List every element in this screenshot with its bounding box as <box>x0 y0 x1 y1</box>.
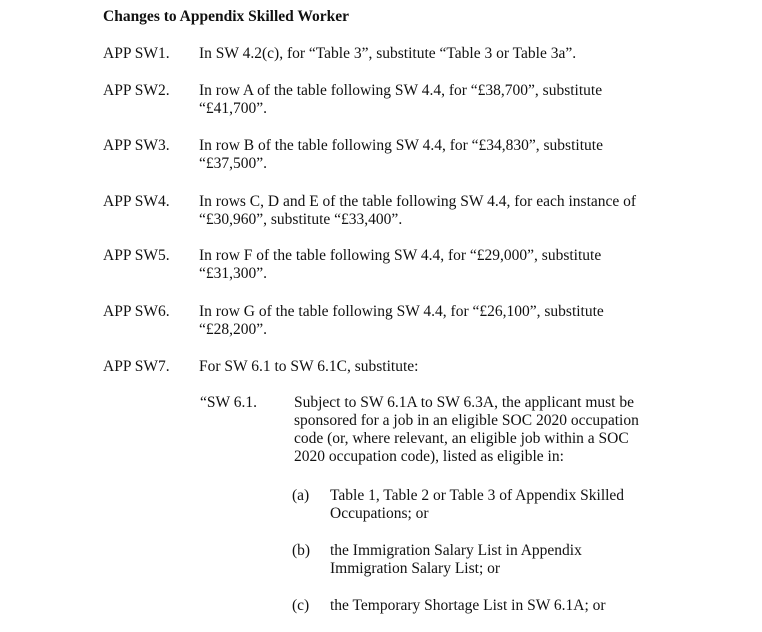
list-marker: (a) <box>292 487 310 504</box>
paragraph-number: APP SW7. <box>103 358 170 375</box>
paragraph-text: In row B of the table following SW 4.4, for “£34,830”, substitute “£37,500”. <box>199 137 603 172</box>
paragraph-number: APP SW3. <box>103 137 170 154</box>
list-item-text: the Immigration Salary List in Appendix Immigration Salary List; or <box>330 542 582 577</box>
paragraph-number: APP SW2. <box>103 82 170 99</box>
list-marker: (b) <box>292 542 311 559</box>
paragraph-text: For SW 6.1 to SW 6.1C, substitute: <box>199 358 419 375</box>
list-item-text: the Temporary Shortage List in SW 6.1A; or <box>330 597 606 614</box>
paragraph-text: In SW 4.2(c), for “Table 3”, substitute “Table 3 or Table 3a”. <box>199 45 577 62</box>
paragraph-number: APP SW6. <box>103 303 170 320</box>
list-item-text: Table 1, Table 2 or Table 3 of Appendix Skilled Occupations; or <box>330 487 625 522</box>
rule-number: “SW 6.1. <box>200 394 257 411</box>
paragraph-text: In rows C, D and E of the table following SW 4.4, for each instance of “£30,960”, substitute “£33,400”. <box>199 193 637 228</box>
rule-text: Subject to SW 6.1A to SW 6.3A, the applicant must be sponsored for a job in an eligible SOC 2020 occupation code (or, where relevant, an eligible job within a SOC 2020 occupation code), listed as eligible in: <box>294 394 639 465</box>
paragraph-number: APP SW5. <box>103 247 170 264</box>
paragraph-text: In row G of the table following SW 4.4, for “£26,100”, substitute “£28,200”. <box>199 303 604 338</box>
section-heading: Changes to Appendix Skilled Worker <box>103 8 350 25</box>
paragraph-text: In row F of the table following SW 4.4, for “£29,000”, substitute “£31,300”. <box>199 247 602 282</box>
paragraph-number: APP SW4. <box>103 193 170 210</box>
paragraph-number: APP SW1. <box>103 45 170 62</box>
paragraph-text: In row A of the table following SW 4.4, for “£38,700”, substitute “£41,700”. <box>199 82 603 117</box>
list-marker: (c) <box>292 597 310 614</box>
